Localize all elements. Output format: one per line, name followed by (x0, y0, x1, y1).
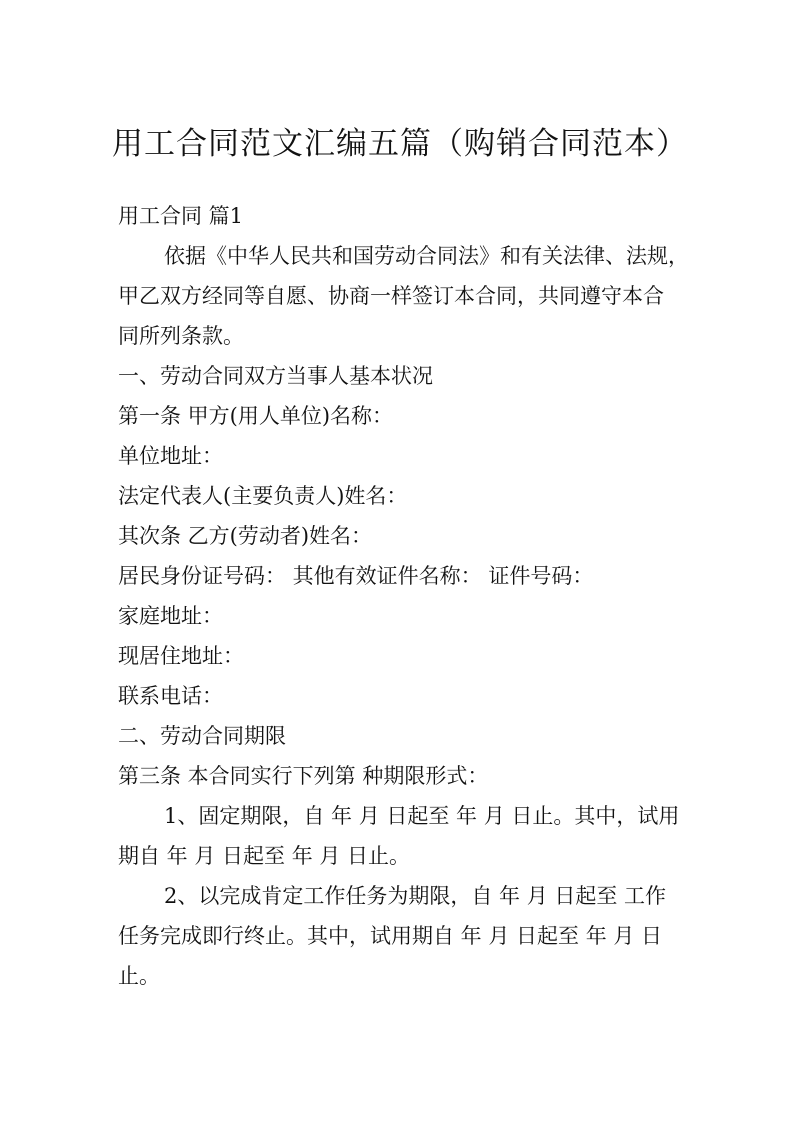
field-current-address: 现居住地址： (118, 644, 244, 668)
field-phone: 联系电话： (118, 684, 223, 708)
paragraph-line: 任务完成即行终止。其中，试用期自 年 月 日起至 年 月 日 (118, 924, 663, 948)
field-id-numbers: 居民身份证号码： 其他有效证件名称： 证件号码： (118, 564, 594, 588)
field-home-address: 家庭地址： (118, 604, 223, 628)
field-unit-address: 单位地址： (118, 444, 223, 468)
field-legal-representative: 法定代表人(主要负责人)姓名： (118, 484, 408, 508)
paragraph-intro (118, 236, 689, 356)
paragraph-task-term (118, 876, 686, 996)
paragraph-line: 同所列条款。 (118, 324, 244, 348)
paragraph-line: 1、固定期限，自 年 月 日起至 年 月 日止。其中，试用 (164, 804, 680, 828)
paragraph-line: 甲乙双方经同等自愿、协商一样签订本合同，共同遵守本合 (118, 284, 664, 308)
document-body (118, 196, 689, 996)
clause-article-1: 第一条 甲方(用人单位)名称： (118, 404, 394, 428)
clause-heading-term: 二、劳动合同期限 (118, 724, 286, 748)
section-heading: 用工合同 篇1 (118, 204, 244, 228)
clause-heading-parties: 一、劳动合同双方当事人基本状况 (118, 364, 433, 388)
paragraph-line: 止。 (118, 964, 160, 988)
paragraph-fixed-term (118, 796, 686, 876)
document-title: 用工合同范文汇编五篇（购销合同范本） (112, 126, 688, 162)
clause-article-2: 其次条 乙方(劳动者)姓名： (118, 524, 373, 548)
clause-article-3: 第三条 本合同实行下列第 种期限形式： (118, 764, 489, 788)
paragraph-line: 2、以完成肯定工作任务为期限，自 年 月 日起至 工作 (164, 884, 667, 908)
paragraph-line: 期自 年 月 日起至 年 月 日止。 (118, 844, 411, 868)
paragraph-line: 依据《中华人民共和国劳动合同法》和有关法律、法规， (164, 244, 689, 268)
